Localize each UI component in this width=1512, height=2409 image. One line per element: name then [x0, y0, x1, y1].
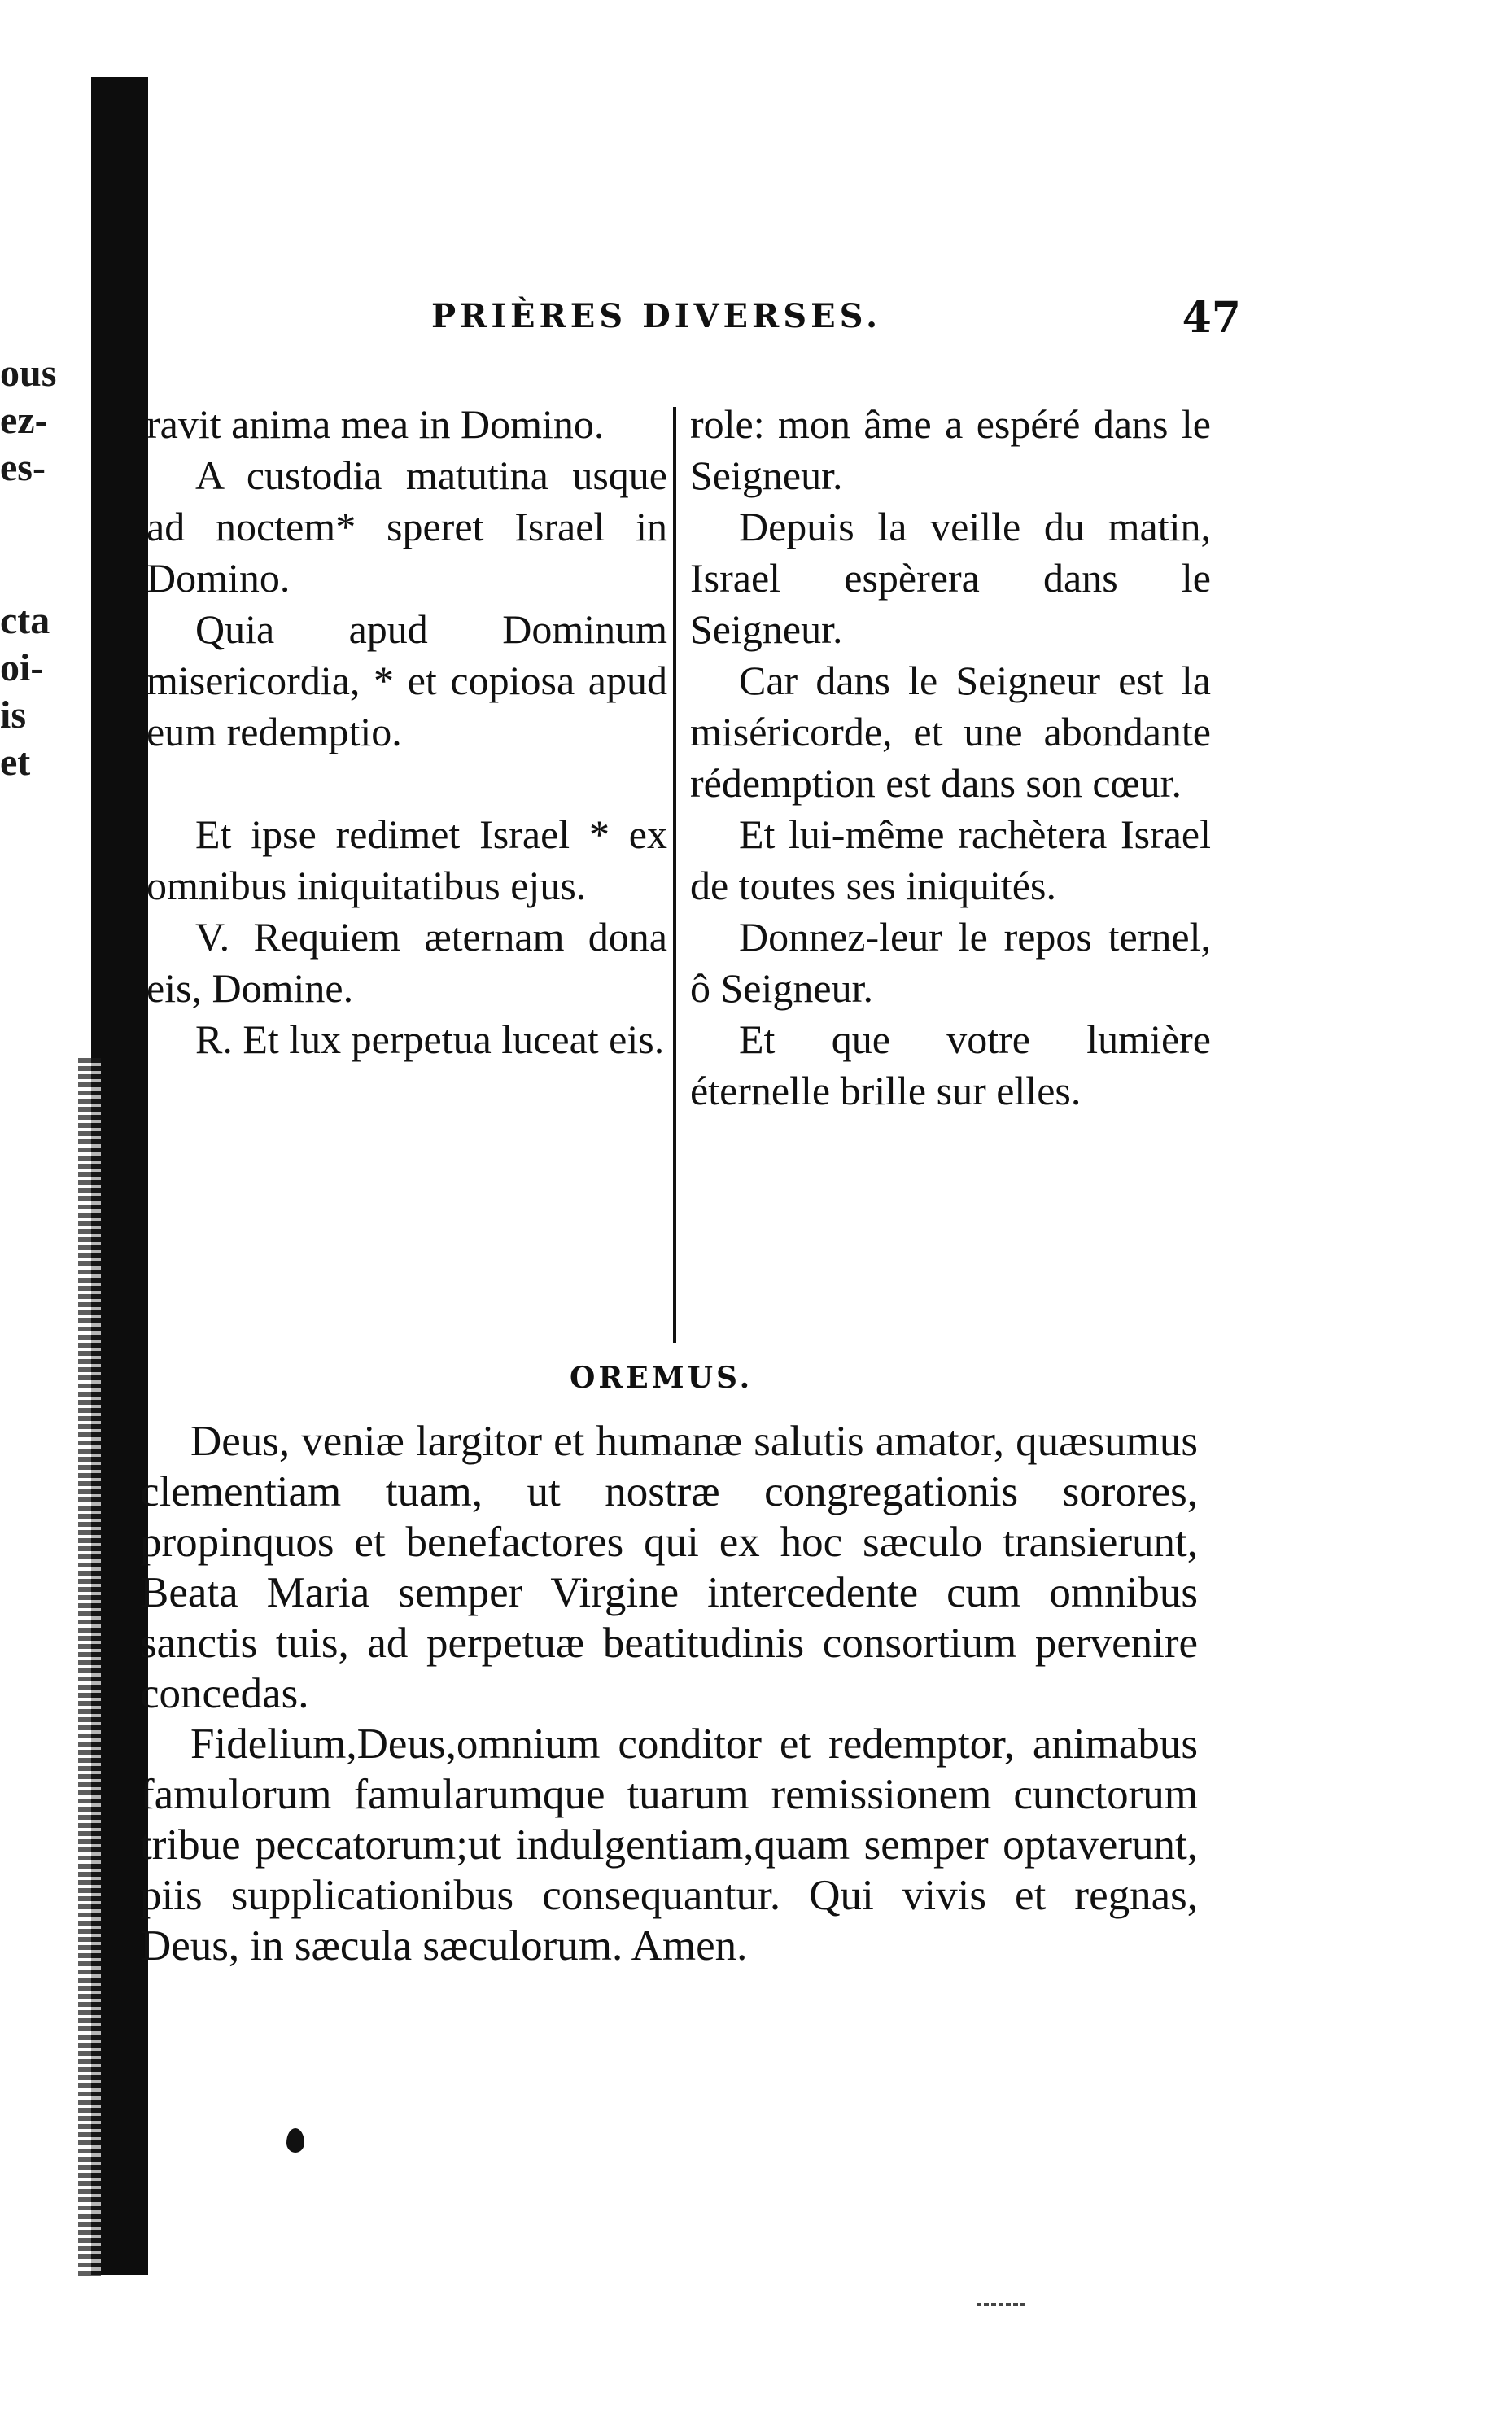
- prayer-paragraph: Fidelium,Deus,omnium conditor et redemptor, animabus famulorum famularumque tuarum remissionem cunctorum tribue peccatorum;ut indulgentiam,quam semper optaverunt, piis supplicationibus consequantur. Qui vivis et regnas, Deus, in sæcula sæculorum. Amen.: [140, 1720, 1198, 1970]
- page-number: 47: [1182, 293, 1241, 343]
- latin-verse: R. Et lux perpetua luceat eis.: [195, 1017, 665, 1062]
- ink-mark-ornament: [286, 2128, 304, 2153]
- prayer-paragraph: Deus, veniæ largitor et humanæ salutis amator, quæsumus clementiam tuam, ut nostræ congregationis sorores, propinquos et benefactores qui ex hoc sæculo transierunt, Beata Maria semper Virgine intercedente cum omnibus sanctis tuis, ad perpetuæ beatitudinis consortium pervenire concedas.: [140, 1418, 1198, 1717]
- latin-verse: ravit anima mea in Domino.: [146, 401, 605, 447]
- fragment-line: oi-: [0, 646, 44, 689]
- running-header: PRIÈRES DIVERSES.: [431, 297, 881, 335]
- french-verse: Car dans le Seigneur est la miséricorde, et une abondante rédemption est dans son cœur.: [690, 658, 1211, 806]
- latin-column: [146, 399, 667, 1065]
- french-verse: Et lui-même rachètera Israel de toutes ses iniquités.: [690, 811, 1211, 908]
- french-verse: Donnez-leur le repos ternel, ô Seigneur.: [690, 914, 1211, 1011]
- latin-verse: Quia apud Dominum misericordia, * et copiosa apud eum redemptio.: [146, 606, 667, 754]
- fragment-line: is: [0, 693, 27, 737]
- section-heading-oremus: OREMUS.: [570, 1361, 754, 1395]
- latin-verse: A custodia matutina usque ad noctem* speret Israel in Domino.: [146, 453, 667, 601]
- fragment-line: ous: [0, 352, 57, 395]
- latin-verse: V. Requiem æternam dona eis, Domine.: [146, 914, 667, 1011]
- fragment-line: es-: [0, 446, 46, 489]
- facing-page-fragments: [0, 350, 65, 786]
- french-verse: Depuis la veille du matin, Israel espèrera dans le Seigneur.: [690, 504, 1211, 652]
- print-specks: [977, 2303, 1025, 2314]
- fragment-line: ez-: [0, 399, 48, 442]
- spine-edge-texture: [78, 1058, 101, 2279]
- french-verse: role: mon âme a espéré dans le Seigneur.: [690, 401, 1211, 498]
- latin-verse: Et ipse redimet Israel * ex omnibus iniquitatibus ejus.: [146, 811, 667, 908]
- fragment-line: cta: [0, 599, 50, 642]
- french-column: [690, 399, 1211, 1117]
- french-verse: Et que votre lumière éternelle brille sur elles.: [690, 1017, 1211, 1113]
- prayer-text: [140, 1416, 1198, 1971]
- fragment-line: et: [0, 741, 31, 784]
- column-divider: [673, 407, 676, 1343]
